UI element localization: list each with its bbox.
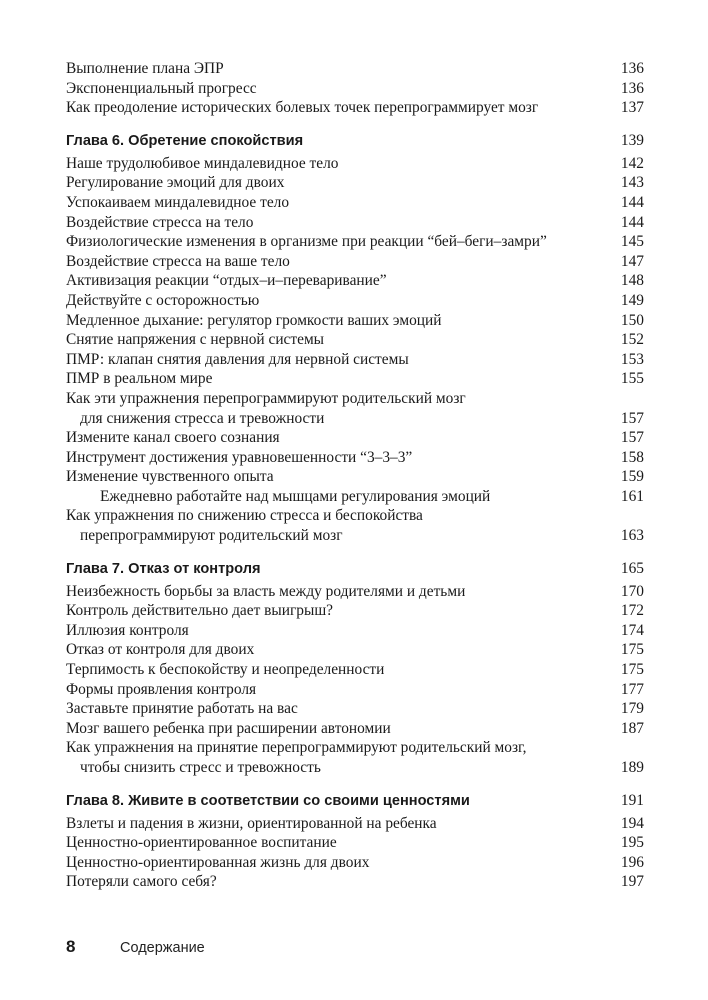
toc-entry-page: 144: [620, 213, 644, 231]
toc-entry-page: 149: [620, 291, 644, 309]
toc-entry-title-line2: чтобы снизить стресс и тревожность: [80, 759, 321, 776]
toc-entry[interactable]: [66, 330, 644, 350]
toc-entry-title: Действуйте с осторожностью: [66, 291, 260, 309]
toc-entry[interactable]: [66, 582, 644, 602]
toc-entry[interactable]: [66, 814, 644, 834]
toc-entry-title: Ежедневно работайте над мышцами регулирования эмоций: [100, 487, 491, 505]
toc-entry-page: 175: [620, 641, 644, 659]
toc-entry-page: 194: [620, 814, 644, 832]
toc-entry[interactable]: [66, 640, 644, 660]
toc-entry-title: Ценностно-ориентированное воспитание: [66, 834, 337, 852]
toc-entry-title: Воздействие стресса на ваше тело: [66, 252, 290, 270]
toc-entry-title: Заставьте принятие работать на вас: [66, 700, 298, 718]
toc-entry-title: Взлеты и падения в жизни, ориентированной на ребенка: [66, 814, 437, 832]
toc-entry[interactable]: [66, 448, 644, 468]
toc-entry-page: 157: [620, 409, 644, 427]
toc-entry-title: Терпимость к беспокойству и неопределенности: [66, 661, 385, 679]
chapter-page: 165: [620, 559, 644, 577]
toc-entry-title-line1: Как упражнения по снижению стресса и беспокойства: [66, 507, 423, 525]
toc-entry-page: 175: [620, 661, 644, 679]
toc-entry-page: 155: [620, 370, 644, 388]
toc-entry[interactable]: [66, 213, 644, 233]
toc-entry[interactable]: [66, 271, 644, 291]
toc-entry-page: 153: [620, 350, 644, 368]
toc-entry-page: 150: [620, 311, 644, 329]
toc-entry-page: 143: [620, 174, 644, 192]
toc-entry[interactable]: [66, 154, 644, 174]
toc-entry-title: Инструмент достижения уравновешенности “3–3–3”: [66, 448, 413, 466]
toc-entry-title: Ценностно-ориентированная жизнь для двоих: [66, 853, 370, 871]
toc-entry-multiline[interactable]: [66, 506, 644, 545]
toc-entry-title-line2: перепрограммируют родительский мозг: [80, 527, 343, 545]
toc-entry[interactable]: [66, 833, 644, 853]
toc-entry-page: 159: [620, 468, 644, 486]
toc-entry-page: 189: [620, 759, 644, 776]
chapter-page: 139: [620, 131, 644, 149]
toc-entry[interactable]: [66, 699, 644, 719]
toc-entry-title: Неизбежность борьбы за власть между родителями и детьми: [66, 582, 466, 600]
toc-entry-title: Успокаиваем миндалевидное тело: [66, 193, 290, 211]
chapter-title: Глава 8. Живите в соответствии со своими ценностями: [66, 792, 470, 809]
running-section-title: Содержание: [120, 940, 205, 956]
toc-entry-title: Иллюзия контроля: [66, 621, 189, 639]
toc-entry-title: Воздействие стресса на тело: [66, 213, 254, 231]
chapter-title: Глава 6. Обретение спокойствия: [66, 132, 304, 149]
toc-entry[interactable]: [66, 98, 644, 118]
toc-entry-title: Активизация реакции “отдых–и–переваривание”: [66, 272, 387, 290]
toc-entry-page: 137: [620, 99, 644, 117]
toc-entry-title: Экспоненциальный прогресс: [66, 79, 257, 97]
toc-entry-title: Формы проявления контроля: [66, 680, 257, 698]
toc-entry-multiline[interactable]: [66, 389, 644, 428]
toc-entry[interactable]: [66, 660, 644, 680]
toc-entry-title: Отказ от контроля для двоих: [66, 641, 255, 659]
toc-entry-page: 157: [620, 429, 644, 447]
toc-entry-title: Потеряли самого себя?: [66, 873, 217, 891]
toc-entry-page: 158: [620, 448, 644, 466]
toc-entry[interactable]: [66, 467, 644, 487]
toc-entry-page: 195: [620, 834, 644, 852]
toc-entry-title-line2: для снижения стресса и тревожности: [80, 409, 325, 427]
toc-entry-title: Физиологические изменения в организме при реакции “бей–беги–замри”: [66, 233, 547, 251]
page-number: 8: [66, 937, 76, 956]
toc-entry-title: Наше трудолюбивое миндалевидное тело: [66, 154, 339, 172]
toc-entry-page: 170: [620, 582, 644, 600]
toc-entry-page: 136: [620, 79, 644, 97]
toc-entry-title: Контроль действительно дает выигрыш?: [66, 602, 334, 620]
toc-entry[interactable]: [66, 193, 644, 213]
toc-entry[interactable]: [66, 369, 644, 389]
toc-entry-title: Как преодоление исторических болевых точек перепрограммирует мозг: [66, 99, 539, 117]
toc-entry-title: Изменение чувственного опыта: [66, 468, 274, 486]
toc-entry-page: 197: [620, 873, 644, 891]
toc-entry[interactable]: [66, 680, 644, 700]
toc-entry-title: ПМР: клапан снятия давления для нервной системы: [66, 350, 409, 368]
toc-entry-page: 142: [620, 154, 644, 172]
toc-entry-page: 172: [620, 602, 644, 620]
toc-entry[interactable]: [66, 252, 644, 272]
toc-entry-page: 144: [620, 193, 644, 211]
toc-entry-page: 177: [620, 680, 644, 698]
toc-entry[interactable]: [66, 872, 644, 892]
toc-entry-page: 163: [620, 527, 644, 545]
chapter-title: Глава 7. Отказ от контроля: [66, 560, 261, 577]
toc-entry-title: Снятие напряжения с нервной системы: [66, 331, 325, 349]
toc-entry[interactable]: [66, 428, 644, 448]
toc-entry[interactable]: [66, 232, 644, 252]
chapter-heading-8[interactable]: [66, 791, 644, 811]
toc-entry-title: Регулирование эмоций для двоих: [66, 174, 285, 192]
toc-entry[interactable]: [66, 621, 644, 641]
toc-entry-title-line1: Как эти упражнения перепрограммируют родительский мозг: [66, 389, 466, 407]
toc-entry-title: Мозг вашего ребенка при расширении автономии: [66, 719, 391, 737]
toc-entry[interactable]: [66, 350, 644, 370]
toc-entry[interactable]: [66, 79, 644, 99]
chapter-heading-6[interactable]: [66, 131, 644, 151]
toc-entry[interactable]: [66, 59, 644, 79]
toc-entry-page: 148: [620, 272, 644, 290]
toc-entry[interactable]: [66, 853, 644, 873]
toc-entry-title-line1: Как упражнения на принятие перепрограммируют родительский мозг,: [66, 739, 527, 757]
chapter-heading-7[interactable]: [66, 559, 644, 579]
page-footer: [66, 937, 205, 957]
toc-entry[interactable]: [66, 291, 644, 311]
toc-entry-page: 179: [620, 700, 644, 718]
toc-entry[interactable]: [66, 719, 644, 739]
toc-entry-page: 161: [620, 487, 644, 505]
toc-entry-page: 152: [620, 331, 644, 349]
table-of-contents: [66, 59, 644, 892]
toc-entry-page: 196: [620, 853, 644, 871]
chapter-page: 191: [620, 791, 644, 809]
toc-entry-multiline[interactable]: [66, 738, 644, 777]
toc-entry[interactable]: [66, 601, 644, 621]
toc-entry-title: Медленное дыхание: регулятор громкости ваших эмоций: [66, 311, 442, 329]
toc-entry-page: 187: [620, 719, 644, 737]
toc-entry-page: 136: [620, 60, 644, 77]
toc-entry-page: 147: [620, 252, 644, 270]
toc-entry-page: 145: [620, 233, 644, 251]
toc-entry[interactable]: [66, 311, 644, 331]
toc-entry-title: Измените канал своего сознания: [66, 429, 280, 447]
toc-subentry[interactable]: [66, 487, 644, 507]
toc-entry-title: Выполнение плана ЭПР: [66, 60, 224, 77]
toc-entry-page: 174: [620, 621, 644, 639]
toc-entry[interactable]: [66, 173, 644, 193]
toc-entry-title: ПМР в реальном мире: [66, 370, 213, 388]
